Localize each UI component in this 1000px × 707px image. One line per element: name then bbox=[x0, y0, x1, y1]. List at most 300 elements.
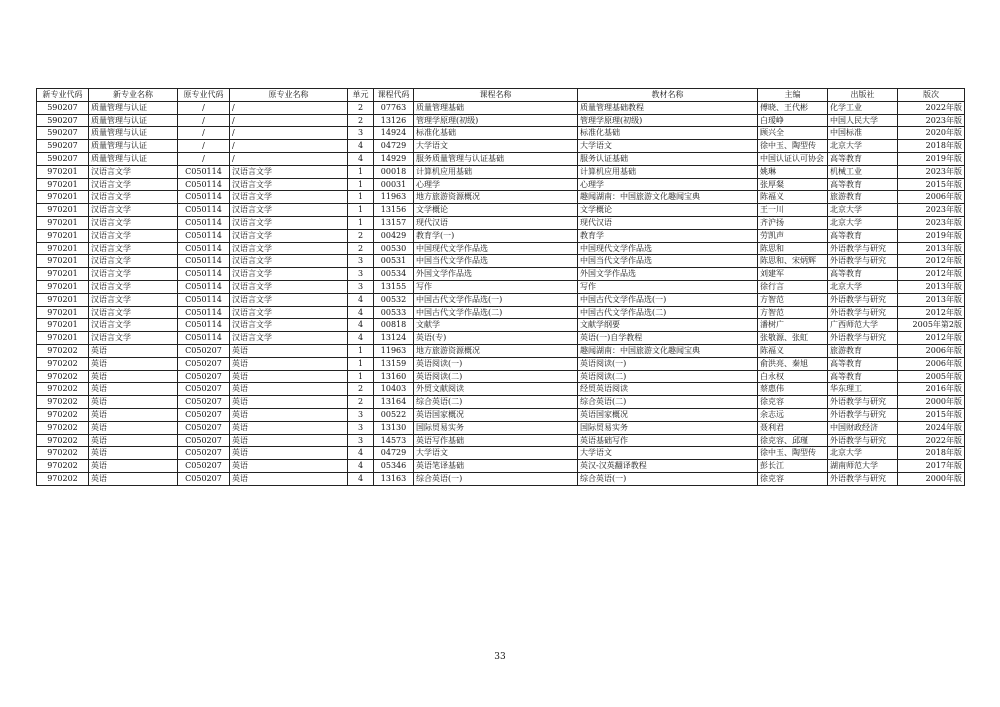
cell-unit: 3 bbox=[348, 268, 374, 281]
cell-edition: 2019年版 bbox=[898, 229, 965, 242]
table-row bbox=[37, 165, 965, 178]
cell-unit: 1 bbox=[348, 165, 374, 178]
cell-course-code: 14929 bbox=[374, 152, 414, 165]
cell-course-name: 大学语文 bbox=[414, 140, 578, 153]
textbook-table bbox=[36, 88, 965, 486]
cell-edition: 2015年版 bbox=[898, 178, 965, 191]
cell-new-major-name: 质量管理与认证 bbox=[89, 101, 178, 114]
table-row bbox=[37, 357, 965, 370]
cell-unit: 2 bbox=[348, 229, 374, 242]
cell-new-major-code: 970202 bbox=[37, 357, 89, 370]
cell-old-major-name: / bbox=[230, 140, 348, 153]
header-edition: 版次 bbox=[898, 89, 965, 102]
cell-course-name: 文学概论 bbox=[414, 204, 578, 217]
cell-course-code: 13130 bbox=[374, 421, 414, 434]
cell-edition: 2018年版 bbox=[898, 140, 965, 153]
cell-new-major-code: 970201 bbox=[37, 216, 89, 229]
cell-new-major-code: 970202 bbox=[37, 434, 89, 447]
table-row bbox=[37, 396, 965, 409]
table-row bbox=[37, 191, 965, 204]
cell-textbook-name: 英语国家概况 bbox=[578, 408, 758, 421]
table-row bbox=[37, 242, 965, 255]
cell-editor: 余志远 bbox=[758, 408, 828, 421]
cell-publisher: 外语教学与研究 bbox=[828, 293, 898, 306]
cell-publisher: 外语教学与研究 bbox=[828, 242, 898, 255]
cell-course-name: 中国古代文学作品选(二) bbox=[414, 306, 578, 319]
cell-edition: 2022年版 bbox=[898, 434, 965, 447]
cell-new-major-name: 汉语言文学 bbox=[89, 242, 178, 255]
cell-unit: 2 bbox=[348, 383, 374, 396]
cell-textbook-name: 综合英语(一) bbox=[578, 472, 758, 485]
cell-course-code: 13164 bbox=[374, 396, 414, 409]
cell-textbook-name: 外国文学作品选 bbox=[578, 268, 758, 281]
cell-new-major-code: 970201 bbox=[37, 255, 89, 268]
cell-unit: 1 bbox=[348, 216, 374, 229]
cell-new-major-name: 英语 bbox=[89, 357, 178, 370]
cell-new-major-code: 970201 bbox=[37, 306, 89, 319]
header-course-code: 课程代码 bbox=[374, 89, 414, 102]
table-row bbox=[37, 319, 965, 332]
cell-new-major-name: 汉语言文学 bbox=[89, 293, 178, 306]
cell-old-major-code: / bbox=[178, 127, 230, 140]
cell-old-major-code: C050114 bbox=[178, 216, 230, 229]
cell-new-major-name: 汉语言文学 bbox=[89, 229, 178, 242]
cell-publisher: 化学工业 bbox=[828, 101, 898, 114]
cell-new-major-code: 970201 bbox=[37, 229, 89, 242]
cell-old-major-code: / bbox=[178, 140, 230, 153]
cell-old-major-name: 英语 bbox=[230, 370, 348, 383]
cell-unit: 3 bbox=[348, 255, 374, 268]
cell-editor: 陈福义 bbox=[758, 191, 828, 204]
table-row bbox=[37, 344, 965, 357]
cell-course-code: 11963 bbox=[374, 344, 414, 357]
cell-textbook-name: 大学语文 bbox=[578, 447, 758, 460]
cell-old-major-code: C050207 bbox=[178, 434, 230, 447]
cell-new-major-name: 汉语言文学 bbox=[89, 178, 178, 191]
cell-editor: 陈福义 bbox=[758, 344, 828, 357]
cell-new-major-name: 质量管理与认证 bbox=[89, 114, 178, 127]
cell-old-major-name: / bbox=[230, 127, 348, 140]
cell-new-major-name: 汉语言文学 bbox=[89, 280, 178, 293]
cell-course-name: 管理学原理(初级) bbox=[414, 114, 578, 127]
cell-publisher: 北京大学 bbox=[828, 140, 898, 153]
cell-publisher: 外语教学与研究 bbox=[828, 255, 898, 268]
header-old-major-name: 原专业名称 bbox=[230, 89, 348, 102]
table-row bbox=[37, 434, 965, 447]
cell-course-code: 14924 bbox=[374, 127, 414, 140]
cell-textbook-name: 质量管理基础教程 bbox=[578, 101, 758, 114]
table-row bbox=[37, 216, 965, 229]
cell-new-major-code: 970201 bbox=[37, 268, 89, 281]
cell-textbook-name: 现代汉语 bbox=[578, 216, 758, 229]
cell-course-name: 教育学(一) bbox=[414, 229, 578, 242]
cell-editor: 傅晓、王代彬 bbox=[758, 101, 828, 114]
cell-editor: 白永权 bbox=[758, 370, 828, 383]
cell-publisher: 机械工业 bbox=[828, 165, 898, 178]
cell-unit: 2 bbox=[348, 396, 374, 409]
cell-old-major-code: / bbox=[178, 114, 230, 127]
cell-course-name: 标准化基础 bbox=[414, 127, 578, 140]
cell-course-code: 07763 bbox=[374, 101, 414, 114]
cell-editor: 徐中玉、陶型传 bbox=[758, 447, 828, 460]
cell-course-code: 10403 bbox=[374, 383, 414, 396]
cell-unit: 4 bbox=[348, 447, 374, 460]
cell-new-major-name: 英语 bbox=[89, 460, 178, 473]
table-body bbox=[37, 101, 965, 485]
cell-new-major-code: 970201 bbox=[37, 319, 89, 332]
cell-editor: 方智范 bbox=[758, 293, 828, 306]
cell-edition: 2005年第2版 bbox=[898, 319, 965, 332]
cell-unit: 3 bbox=[348, 421, 374, 434]
cell-course-name: 综合英语(一) bbox=[414, 472, 578, 485]
cell-editor: 方智范 bbox=[758, 306, 828, 319]
table-row bbox=[37, 370, 965, 383]
cell-course-code: 13155 bbox=[374, 280, 414, 293]
cell-textbook-name: 经贸英语阅读 bbox=[578, 383, 758, 396]
cell-editor: 陈思和 bbox=[758, 242, 828, 255]
cell-old-major-name: 汉语言文学 bbox=[230, 178, 348, 191]
cell-old-major-code: C050114 bbox=[178, 229, 230, 242]
cell-edition: 2006年版 bbox=[898, 344, 965, 357]
cell-old-major-name: 汉语言文学 bbox=[230, 306, 348, 319]
cell-publisher: 高等教育 bbox=[828, 268, 898, 281]
cell-old-major-code: C050207 bbox=[178, 370, 230, 383]
cell-edition: 2017年版 bbox=[898, 460, 965, 473]
cell-publisher: 外语教学与研究 bbox=[828, 306, 898, 319]
cell-editor: 张敬源、张虹 bbox=[758, 332, 828, 345]
cell-publisher: 外语教学与研究 bbox=[828, 472, 898, 485]
cell-textbook-name: 大学语文 bbox=[578, 140, 758, 153]
table-row bbox=[37, 447, 965, 460]
table-row bbox=[37, 255, 965, 268]
cell-new-major-code: 970201 bbox=[37, 332, 89, 345]
cell-unit: 1 bbox=[348, 191, 374, 204]
cell-unit: 2 bbox=[348, 101, 374, 114]
table-row bbox=[37, 101, 965, 114]
cell-edition: 2012年版 bbox=[898, 332, 965, 345]
cell-new-major-name: 英语 bbox=[89, 434, 178, 447]
cell-new-major-name: 英语 bbox=[89, 421, 178, 434]
cell-course-code: 00531 bbox=[374, 255, 414, 268]
cell-old-major-code: C050207 bbox=[178, 383, 230, 396]
cell-course-name: 心理学 bbox=[414, 178, 578, 191]
cell-course-code: 13157 bbox=[374, 216, 414, 229]
cell-old-major-name: / bbox=[230, 114, 348, 127]
cell-new-major-code: 970201 bbox=[37, 280, 89, 293]
cell-edition: 2023年版 bbox=[898, 114, 965, 127]
cell-old-major-name: 汉语言文学 bbox=[230, 191, 348, 204]
cell-edition: 2013年版 bbox=[898, 293, 965, 306]
cell-old-major-code: C050114 bbox=[178, 268, 230, 281]
cell-editor: 劳凯声 bbox=[758, 229, 828, 242]
cell-editor: 王一川 bbox=[758, 204, 828, 217]
cell-new-major-name: 汉语言文学 bbox=[89, 165, 178, 178]
header-new-major-name: 新专业名称 bbox=[89, 89, 178, 102]
cell-old-major-code: C050114 bbox=[178, 204, 230, 217]
cell-editor: 聂利君 bbox=[758, 421, 828, 434]
cell-publisher: 高等教育 bbox=[828, 229, 898, 242]
cell-old-major-name: 英语 bbox=[230, 421, 348, 434]
cell-course-code: 00429 bbox=[374, 229, 414, 242]
cell-unit: 4 bbox=[348, 460, 374, 473]
cell-old-major-name: 汉语言文学 bbox=[230, 204, 348, 217]
cell-new-major-code: 970201 bbox=[37, 242, 89, 255]
cell-course-code: 00818 bbox=[374, 319, 414, 332]
cell-publisher: 旅游教育 bbox=[828, 191, 898, 204]
cell-course-name: 国际贸易实务 bbox=[414, 421, 578, 434]
cell-old-major-code: C050114 bbox=[178, 280, 230, 293]
cell-old-major-code: C050114 bbox=[178, 332, 230, 345]
cell-textbook-name: 英语阅读(二) bbox=[578, 370, 758, 383]
cell-textbook-name: 中国当代文学作品选 bbox=[578, 255, 758, 268]
cell-editor: 徐克容 bbox=[758, 396, 828, 409]
cell-course-name: 文献学 bbox=[414, 319, 578, 332]
cell-new-major-code: 970201 bbox=[37, 293, 89, 306]
cell-new-major-name: 汉语言文学 bbox=[89, 306, 178, 319]
cell-publisher: 北京大学 bbox=[828, 280, 898, 293]
cell-edition: 2006年版 bbox=[898, 191, 965, 204]
cell-new-major-name: 英语 bbox=[89, 472, 178, 485]
cell-old-major-name: 汉语言文学 bbox=[230, 332, 348, 345]
cell-new-major-name: 质量管理与认证 bbox=[89, 152, 178, 165]
cell-new-major-code: 970201 bbox=[37, 165, 89, 178]
cell-editor: 徐克容、邱瑾 bbox=[758, 434, 828, 447]
cell-old-major-code: C050114 bbox=[178, 293, 230, 306]
cell-textbook-name: 写作 bbox=[578, 280, 758, 293]
cell-textbook-name: 国际贸易实务 bbox=[578, 421, 758, 434]
cell-old-major-code: C050114 bbox=[178, 178, 230, 191]
cell-new-major-name: 质量管理与认证 bbox=[89, 127, 178, 140]
cell-publisher: 高等教育 bbox=[828, 370, 898, 383]
cell-course-code: 00530 bbox=[374, 242, 414, 255]
cell-editor: 彭长江 bbox=[758, 460, 828, 473]
cell-unit: 1 bbox=[348, 357, 374, 370]
cell-course-code: 13126 bbox=[374, 114, 414, 127]
cell-course-name: 地方旅游资源概况 bbox=[414, 344, 578, 357]
cell-new-major-name: 汉语言文学 bbox=[89, 268, 178, 281]
cell-new-major-code: 590207 bbox=[37, 152, 89, 165]
cell-old-major-code: C050114 bbox=[178, 191, 230, 204]
cell-course-name: 大学语文 bbox=[414, 447, 578, 460]
cell-unit: 4 bbox=[348, 472, 374, 485]
cell-publisher: 高等教育 bbox=[828, 357, 898, 370]
cell-publisher: 外语教学与研究 bbox=[828, 332, 898, 345]
cell-old-major-name: 汉语言文学 bbox=[230, 229, 348, 242]
cell-course-name: 计算机应用基础 bbox=[414, 165, 578, 178]
cell-edition: 2024年版 bbox=[898, 421, 965, 434]
cell-old-major-code: C050207 bbox=[178, 472, 230, 485]
cell-editor: 白瑷峥 bbox=[758, 114, 828, 127]
cell-old-major-code: C050207 bbox=[178, 421, 230, 434]
cell-course-name: 外国文学作品选 bbox=[414, 268, 578, 281]
cell-edition: 2013年版 bbox=[898, 280, 965, 293]
cell-edition: 2012年版 bbox=[898, 255, 965, 268]
cell-new-major-name: 英语 bbox=[89, 344, 178, 357]
cell-publisher: 北京大学 bbox=[828, 216, 898, 229]
cell-editor: 徐克容 bbox=[758, 472, 828, 485]
cell-course-name: 外贸文献阅读 bbox=[414, 383, 578, 396]
cell-course-name: 综合英语(二) bbox=[414, 396, 578, 409]
cell-unit: 3 bbox=[348, 280, 374, 293]
cell-edition: 2019年版 bbox=[898, 152, 965, 165]
table-row bbox=[37, 408, 965, 421]
cell-new-major-code: 970202 bbox=[37, 421, 89, 434]
cell-publisher: 湖南师范大学 bbox=[828, 460, 898, 473]
cell-editor: 中国认证认可协会 bbox=[758, 152, 828, 165]
cell-edition: 2022年版 bbox=[898, 101, 965, 114]
cell-textbook-name: 中国古代文学作品选(一) bbox=[578, 293, 758, 306]
cell-old-major-code: C050114 bbox=[178, 165, 230, 178]
cell-new-major-code: 970202 bbox=[37, 472, 89, 485]
cell-new-major-code: 970201 bbox=[37, 178, 89, 191]
cell-editor: 潘树广 bbox=[758, 319, 828, 332]
cell-publisher: 中国财政经济 bbox=[828, 421, 898, 434]
header-publisher: 出版社 bbox=[828, 89, 898, 102]
cell-old-major-code: C050207 bbox=[178, 447, 230, 460]
cell-old-major-name: 英语 bbox=[230, 434, 348, 447]
table-row bbox=[37, 332, 965, 345]
cell-edition: 2018年版 bbox=[898, 447, 965, 460]
cell-textbook-name: 英语基础写作 bbox=[578, 434, 758, 447]
cell-old-major-code: / bbox=[178, 101, 230, 114]
cell-publisher: 北京大学 bbox=[828, 447, 898, 460]
cell-edition: 2012年版 bbox=[898, 306, 965, 319]
table-row bbox=[37, 460, 965, 473]
cell-course-code: 04729 bbox=[374, 447, 414, 460]
cell-textbook-name: 综合英语(二) bbox=[578, 396, 758, 409]
cell-course-code: 04729 bbox=[374, 140, 414, 153]
cell-new-major-code: 970202 bbox=[37, 370, 89, 383]
cell-course-code: 00532 bbox=[374, 293, 414, 306]
cell-publisher: 外语教学与研究 bbox=[828, 396, 898, 409]
cell-textbook-name: 管理学原理(初级) bbox=[578, 114, 758, 127]
cell-old-major-name: 汉语言文学 bbox=[230, 216, 348, 229]
cell-new-major-code: 970201 bbox=[37, 204, 89, 217]
table-row bbox=[37, 383, 965, 396]
table-row bbox=[37, 152, 965, 165]
cell-unit: 2 bbox=[348, 242, 374, 255]
table-row bbox=[37, 306, 965, 319]
cell-textbook-name: 文学概论 bbox=[578, 204, 758, 217]
cell-edition: 2016年版 bbox=[898, 383, 965, 396]
cell-old-major-name: 英语 bbox=[230, 447, 348, 460]
cell-course-code: 00018 bbox=[374, 165, 414, 178]
cell-course-code: 13159 bbox=[374, 357, 414, 370]
table-row bbox=[37, 472, 965, 485]
table-row bbox=[37, 114, 965, 127]
cell-new-major-name: 汉语言文学 bbox=[89, 216, 178, 229]
cell-old-major-code: C050207 bbox=[178, 408, 230, 421]
cell-old-major-code: / bbox=[178, 152, 230, 165]
cell-unit: 4 bbox=[348, 306, 374, 319]
table-row bbox=[37, 140, 965, 153]
table-row bbox=[37, 421, 965, 434]
cell-old-major-code: C050114 bbox=[178, 319, 230, 332]
cell-course-code: 13124 bbox=[374, 332, 414, 345]
cell-editor: 蔡惠伟 bbox=[758, 383, 828, 396]
header-old-major-code: 原专业代码 bbox=[178, 89, 230, 102]
cell-unit: 1 bbox=[348, 344, 374, 357]
cell-course-code: 00533 bbox=[374, 306, 414, 319]
cell-old-major-name: 汉语言文学 bbox=[230, 280, 348, 293]
cell-course-name: 地方旅游资源概况 bbox=[414, 191, 578, 204]
table-row bbox=[37, 293, 965, 306]
cell-new-major-name: 汉语言文学 bbox=[89, 204, 178, 217]
cell-course-code: 11963 bbox=[374, 191, 414, 204]
cell-course-name: 现代汉语 bbox=[414, 216, 578, 229]
cell-edition: 2015年版 bbox=[898, 408, 965, 421]
cell-old-major-name: 汉语言文学 bbox=[230, 268, 348, 281]
cell-old-major-name: 汉语言文学 bbox=[230, 319, 348, 332]
cell-new-major-name: 汉语言文学 bbox=[89, 319, 178, 332]
cell-old-major-name: / bbox=[230, 152, 348, 165]
cell-unit: 1 bbox=[348, 204, 374, 217]
cell-textbook-name: 标准化基础 bbox=[578, 127, 758, 140]
cell-old-major-name: 英语 bbox=[230, 396, 348, 409]
cell-course-name: 英语写作基础 bbox=[414, 434, 578, 447]
cell-textbook-name: 服务认证基础 bbox=[578, 152, 758, 165]
cell-course-code: 13160 bbox=[374, 370, 414, 383]
cell-old-major-name: 汉语言文学 bbox=[230, 165, 348, 178]
cell-editor: 陈思和、宋炳辉 bbox=[758, 255, 828, 268]
cell-course-name: 英语笔译基础 bbox=[414, 460, 578, 473]
cell-old-major-name: 英语 bbox=[230, 383, 348, 396]
cell-new-major-name: 英语 bbox=[89, 396, 178, 409]
cell-course-code: 13163 bbox=[374, 472, 414, 485]
cell-editor: 刘建军 bbox=[758, 268, 828, 281]
cell-publisher: 外语教学与研究 bbox=[828, 434, 898, 447]
cell-old-major-name: 英语 bbox=[230, 357, 348, 370]
cell-edition: 2006年版 bbox=[898, 357, 965, 370]
cell-unit: 4 bbox=[348, 293, 374, 306]
cell-new-major-code: 590207 bbox=[37, 140, 89, 153]
cell-new-major-name: 英语 bbox=[89, 408, 178, 421]
cell-editor: 徐中玉、陶型传 bbox=[758, 140, 828, 153]
cell-old-major-name: 英语 bbox=[230, 472, 348, 485]
cell-new-major-name: 英语 bbox=[89, 370, 178, 383]
header-course-name: 课程名称 bbox=[414, 89, 578, 102]
cell-publisher: 外语教学与研究 bbox=[828, 408, 898, 421]
cell-edition: 2020年版 bbox=[898, 127, 965, 140]
cell-publisher: 高等教育 bbox=[828, 152, 898, 165]
cell-editor: 齐沪扬 bbox=[758, 216, 828, 229]
cell-course-name: 英语国家概况 bbox=[414, 408, 578, 421]
cell-editor: 徐行言 bbox=[758, 280, 828, 293]
cell-old-major-name: 英语 bbox=[230, 344, 348, 357]
cell-new-major-code: 970202 bbox=[37, 344, 89, 357]
cell-edition: 2013年版 bbox=[898, 242, 965, 255]
cell-textbook-name: 趣闻湖南：中国旅游文化趣闻宝典 bbox=[578, 344, 758, 357]
cell-course-name: 写作 bbox=[414, 280, 578, 293]
cell-edition: 2023年版 bbox=[898, 216, 965, 229]
cell-old-major-name: / bbox=[230, 101, 348, 114]
cell-new-major-name: 英语 bbox=[89, 447, 178, 460]
cell-textbook-name: 计算机应用基础 bbox=[578, 165, 758, 178]
cell-textbook-name: 中国古代文学作品选(二) bbox=[578, 306, 758, 319]
table-row bbox=[37, 229, 965, 242]
cell-edition: 2023年版 bbox=[898, 204, 965, 217]
table-row bbox=[37, 268, 965, 281]
cell-edition: 2012年版 bbox=[898, 268, 965, 281]
cell-old-major-name: 汉语言文学 bbox=[230, 242, 348, 255]
cell-edition: 2005年版 bbox=[898, 370, 965, 383]
cell-textbook-name: 英语(一)自学教程 bbox=[578, 332, 758, 345]
cell-editor: 俞洪亮、秦旭 bbox=[758, 357, 828, 370]
cell-old-major-name: 英语 bbox=[230, 408, 348, 421]
header-unit: 单元 bbox=[348, 89, 374, 102]
table-row bbox=[37, 178, 965, 191]
table-row bbox=[37, 127, 965, 140]
